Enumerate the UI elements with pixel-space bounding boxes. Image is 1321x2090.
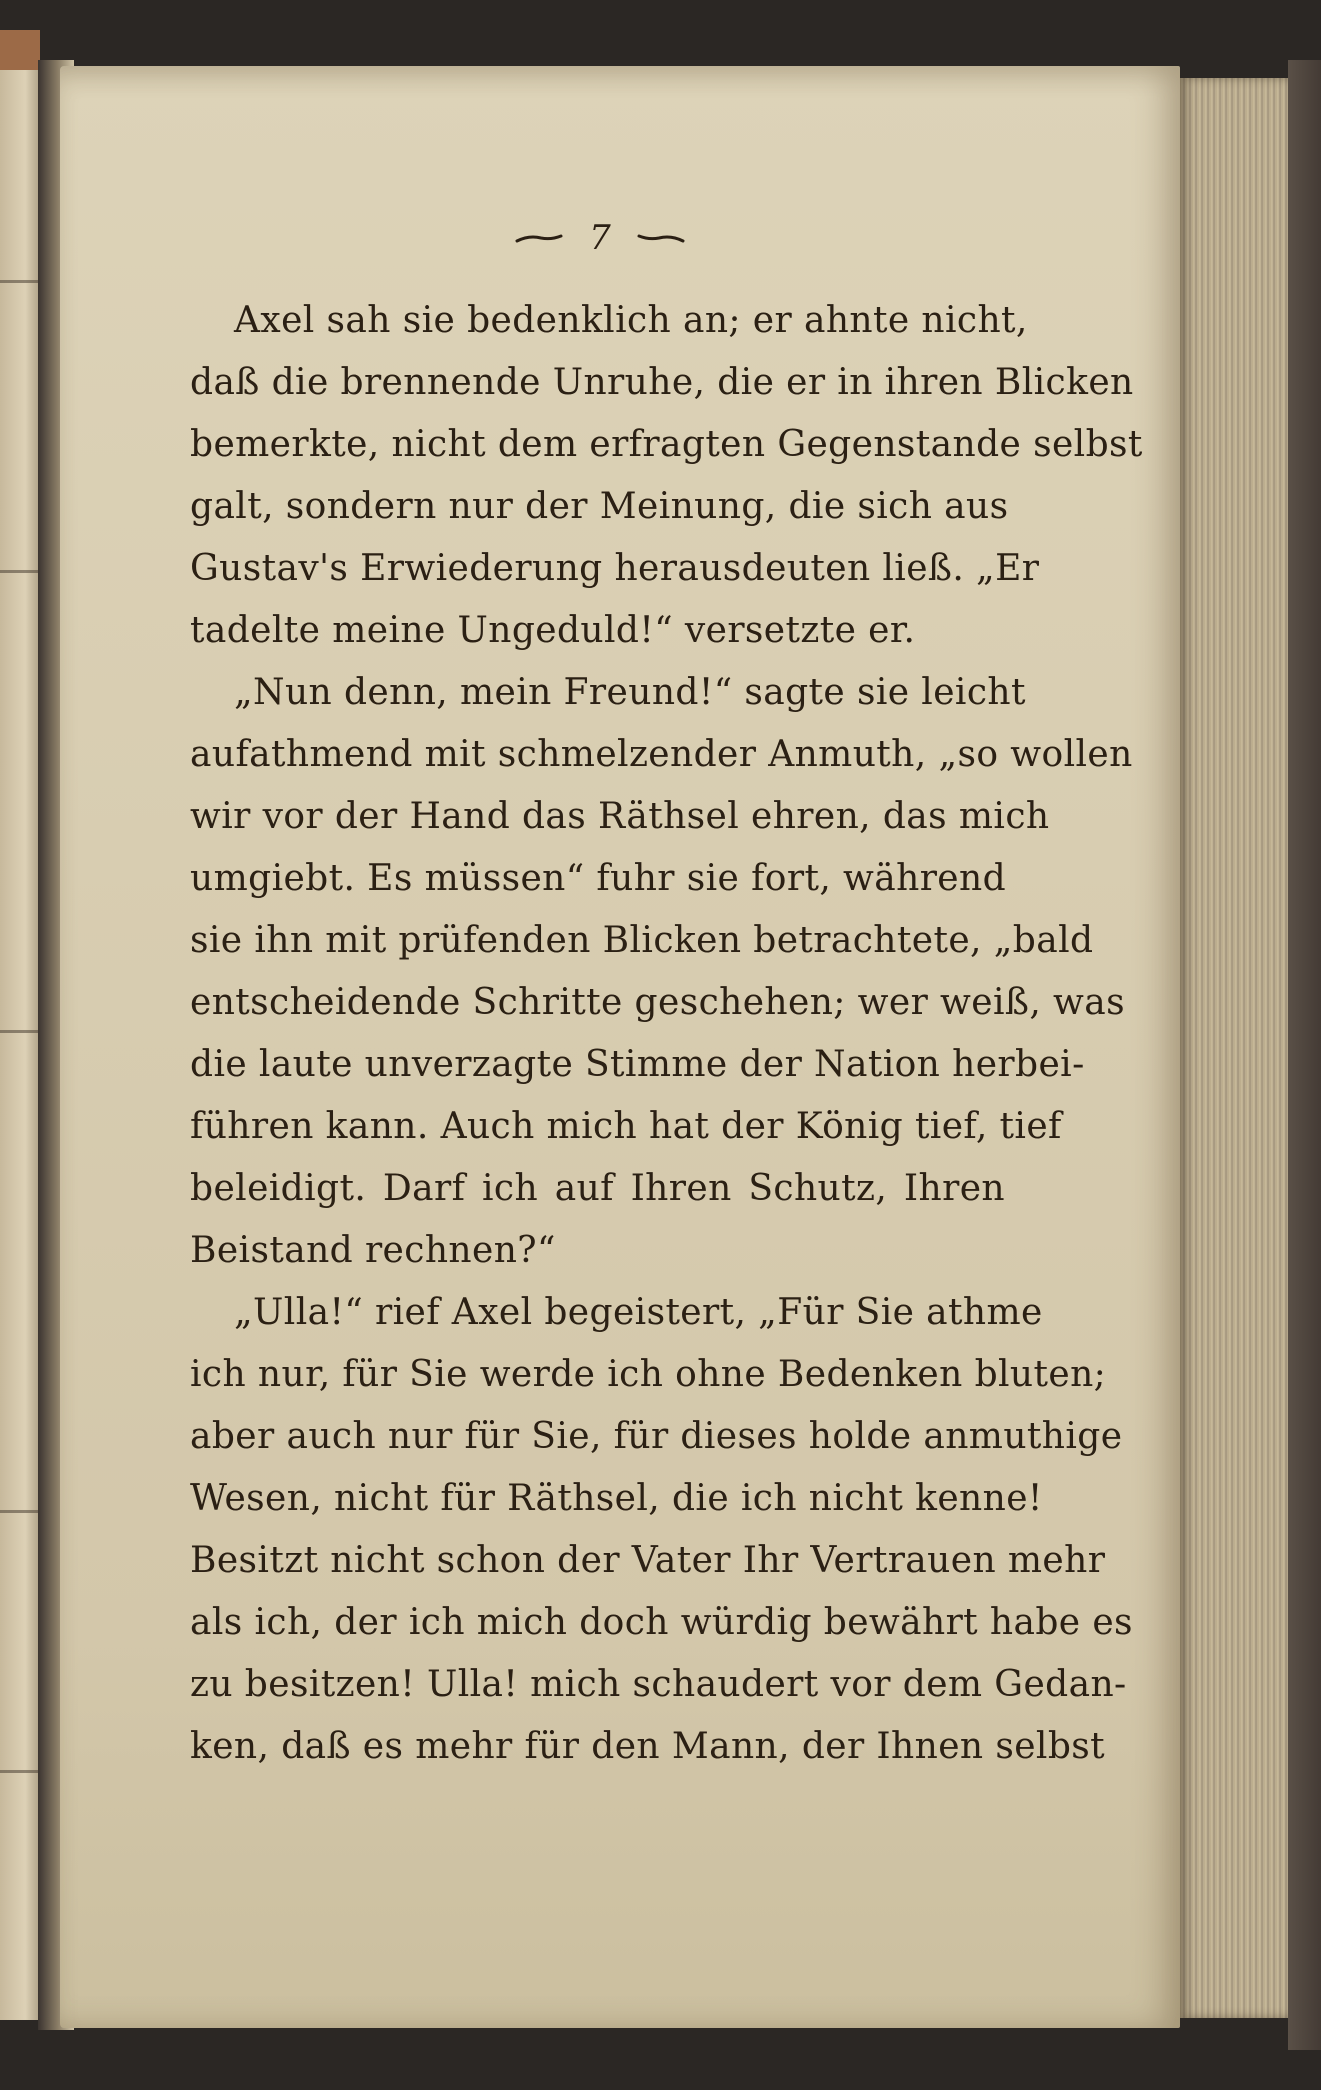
- text-line: Besitzt nicht schon der Vater Ihr Vertrauen mehr: [190, 1540, 1106, 1581]
- text-line: daß die brennende Unruhe, die er in ihren Blicken: [190, 362, 1134, 403]
- text-line: Wesen, nicht für Räthsel, die ich nicht kenne!: [190, 1478, 1043, 1519]
- left-page-mark: [0, 1030, 38, 1033]
- text-line: ken, daß es mehr für den Mann, der Ihnen selbst: [190, 1726, 1106, 1767]
- text-line: Beistand rechnen?“: [190, 1230, 556, 1271]
- text-line: umgiebt. Es müssen“ fuhr sie fort, während: [190, 858, 1007, 899]
- text-line: „Ulla!“ rief Axel begeistert, „Für Sie athme: [234, 1292, 1043, 1333]
- left-page-mark: [0, 1510, 38, 1513]
- page-fore-edge: [1180, 78, 1288, 2018]
- page-header: [470, 210, 730, 266]
- text-line: als ich, der ich mich doch würdig bewährt habe es: [190, 1602, 1133, 1643]
- text-line: aber auch nur für Sie, für dieses holde anmuthige: [190, 1416, 1123, 1457]
- page-body-text: [190, 290, 1143, 1778]
- text-line: die laute unverzagte Stimme der Nation herbei-: [190, 1044, 1085, 1085]
- left-ornament-icon: [515, 233, 563, 243]
- left-page-mark: [0, 280, 38, 283]
- right-ornament-icon: [637, 233, 685, 243]
- text-line: sie ihn mit prüfenden Blicken betrachtete, „bald: [190, 920, 1094, 961]
- text-line: bemerkte, nicht dem erfragten Gegenstande selbst: [190, 424, 1143, 465]
- text-line: wir vor der Hand das Räthsel ehren, das mich: [190, 796, 1050, 837]
- book-cover-edge: [1288, 60, 1321, 2050]
- text-line: führen kann. Auch mich hat der König tief, tief: [190, 1106, 1062, 1147]
- text-line: zu besitzen! Ulla! mich schaudert vor dem Gedan-: [190, 1664, 1127, 1705]
- left-page-mark: [0, 570, 38, 573]
- text-line: beleidigt. Darf ich auf Ihren Schutz, Ihren: [190, 1168, 1005, 1209]
- left-page-edge: [0, 70, 42, 2020]
- page-number: 7: [589, 218, 611, 258]
- left-page-mark: [0, 1770, 38, 1773]
- text-line: „Nun denn, mein Freund!“ sagte sie leicht: [234, 672, 1026, 713]
- text-line: galt, sondern nur der Meinung, die sich aus: [190, 486, 1009, 527]
- text-line: entscheidende Schritte geschehen; wer weiß, was: [190, 982, 1125, 1023]
- text-line: Gustav's Erwiederung herausdeuten ließ. „Er: [190, 548, 1040, 589]
- text-line: Axel sah sie bedenklich an; er ahnte nicht,: [234, 300, 1028, 341]
- text-line: ich nur, für Sie werde ich ohne Bedenken bluten;: [190, 1354, 1107, 1395]
- text-line: aufathmend mit schmelzender Anmuth, „so wollen: [190, 734, 1133, 775]
- text-line: tadelte meine Ungeduld!“ versetzte er.: [190, 610, 916, 651]
